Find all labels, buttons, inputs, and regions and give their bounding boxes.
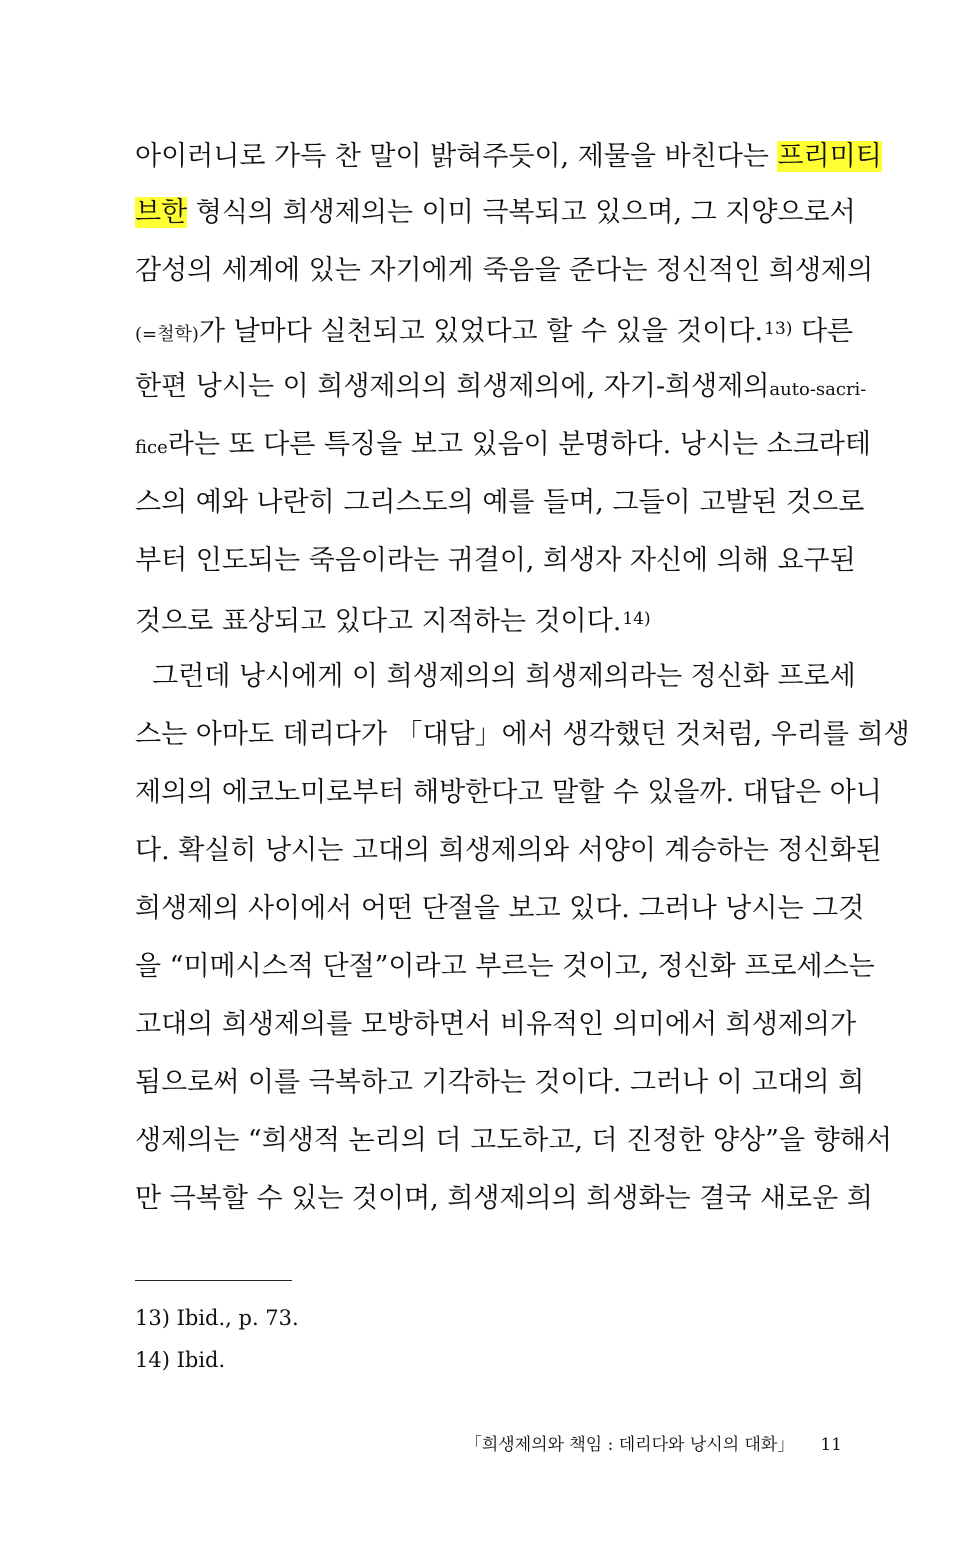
- body-line: (=철학)가 날마다 실천되고 있었다고 할 수 있을 것이다.$^{13)}$ 다른: [135, 316, 854, 347]
- body-line: fice라는 또 다른 특징을 보고 있음이 분명하다. 낭시는 소크라테: [135, 429, 871, 460]
- highlighted-text: 브한: [135, 197, 188, 228]
- body-line: 희생제의 사이에서 어떤 단절을 보고 있다. 그러나 낭시는 그것: [135, 893, 865, 924]
- body-line: 감성의 세계에 있는 자기에게 죽음을 준다는 정신적인 희생제의: [135, 255, 874, 286]
- body-line: 브한 형식의 희생제의는 이미 극복되고 있으며, 그 지양으로서: [135, 197, 856, 228]
- running-footer: [465, 1432, 842, 1458]
- body-line: 스의 예와 나란히 그리스도의 예를 들며, 그들이 고발된 것으로: [135, 487, 865, 518]
- highlighted-text: 프리미티: [777, 141, 882, 172]
- footnote-13: 13) Ibid., p. 73.: [135, 1306, 299, 1330]
- footnote-divider: [135, 1280, 292, 1281]
- body-line: 아이러니로 가득 찬 말이 밝혀주듯이, 제물을 바친다는 프리미티: [135, 141, 882, 172]
- body-line: 스는 아마도 데리다가 「대담」에서 생각했던 것처럼, 우리를 희생: [135, 719, 910, 750]
- footnote-ref: 14): [622, 609, 651, 629]
- body-line: 부터 인도되는 죽음이라는 귀결이, 희생자 자신에 의해 요구된: [135, 545, 856, 576]
- body-line: 생제의는 “희생적 논리의 더 고도하고, 더 진정한 양상”을 향해서: [135, 1125, 892, 1156]
- page-number: 11: [820, 1435, 842, 1455]
- body-line: 그런데 낭시에게 이 희생제의의 희생제의라는 정신화 프로세: [135, 661, 856, 692]
- body-line: 것으로 표상되고 있다고 지적하는 것이다.$^{14)}$: [135, 606, 651, 637]
- body-line: 다. 확실히 낭시는 고대의 희생제의와 서양이 계승하는 정신화된: [135, 835, 882, 866]
- body-line: 됨으로써 이를 극복하고 기각하는 것이다. 그러나 이 고대의 희: [135, 1067, 865, 1098]
- body-line: 제의의 에코노미로부터 해방한다고 말할 수 있을까. 대답은 아니: [135, 777, 882, 808]
- footnote-14: 14) Ibid.: [135, 1348, 226, 1372]
- body-line: 만 극복할 수 있는 것이며, 희생제의의 희생화는 결국 새로운 희: [135, 1183, 873, 1214]
- body-line: 고대의 희생제의를 모방하면서 비유적인 의미에서 희생제의가: [135, 1009, 857, 1040]
- body-line: 을 “미메시스적 단절”이라고 부르는 것이고, 정신화 프로세스는: [135, 951, 875, 982]
- footnote-ref: 13): [764, 319, 793, 339]
- running-title: 「희생제의와 책임 : 데리다와 낭시의 대화」: [464, 1435, 795, 1455]
- body-line: 한편 낭시는 이 희생제의의 희생제의에, 자기-희생제의auto-sacri-: [135, 371, 867, 402]
